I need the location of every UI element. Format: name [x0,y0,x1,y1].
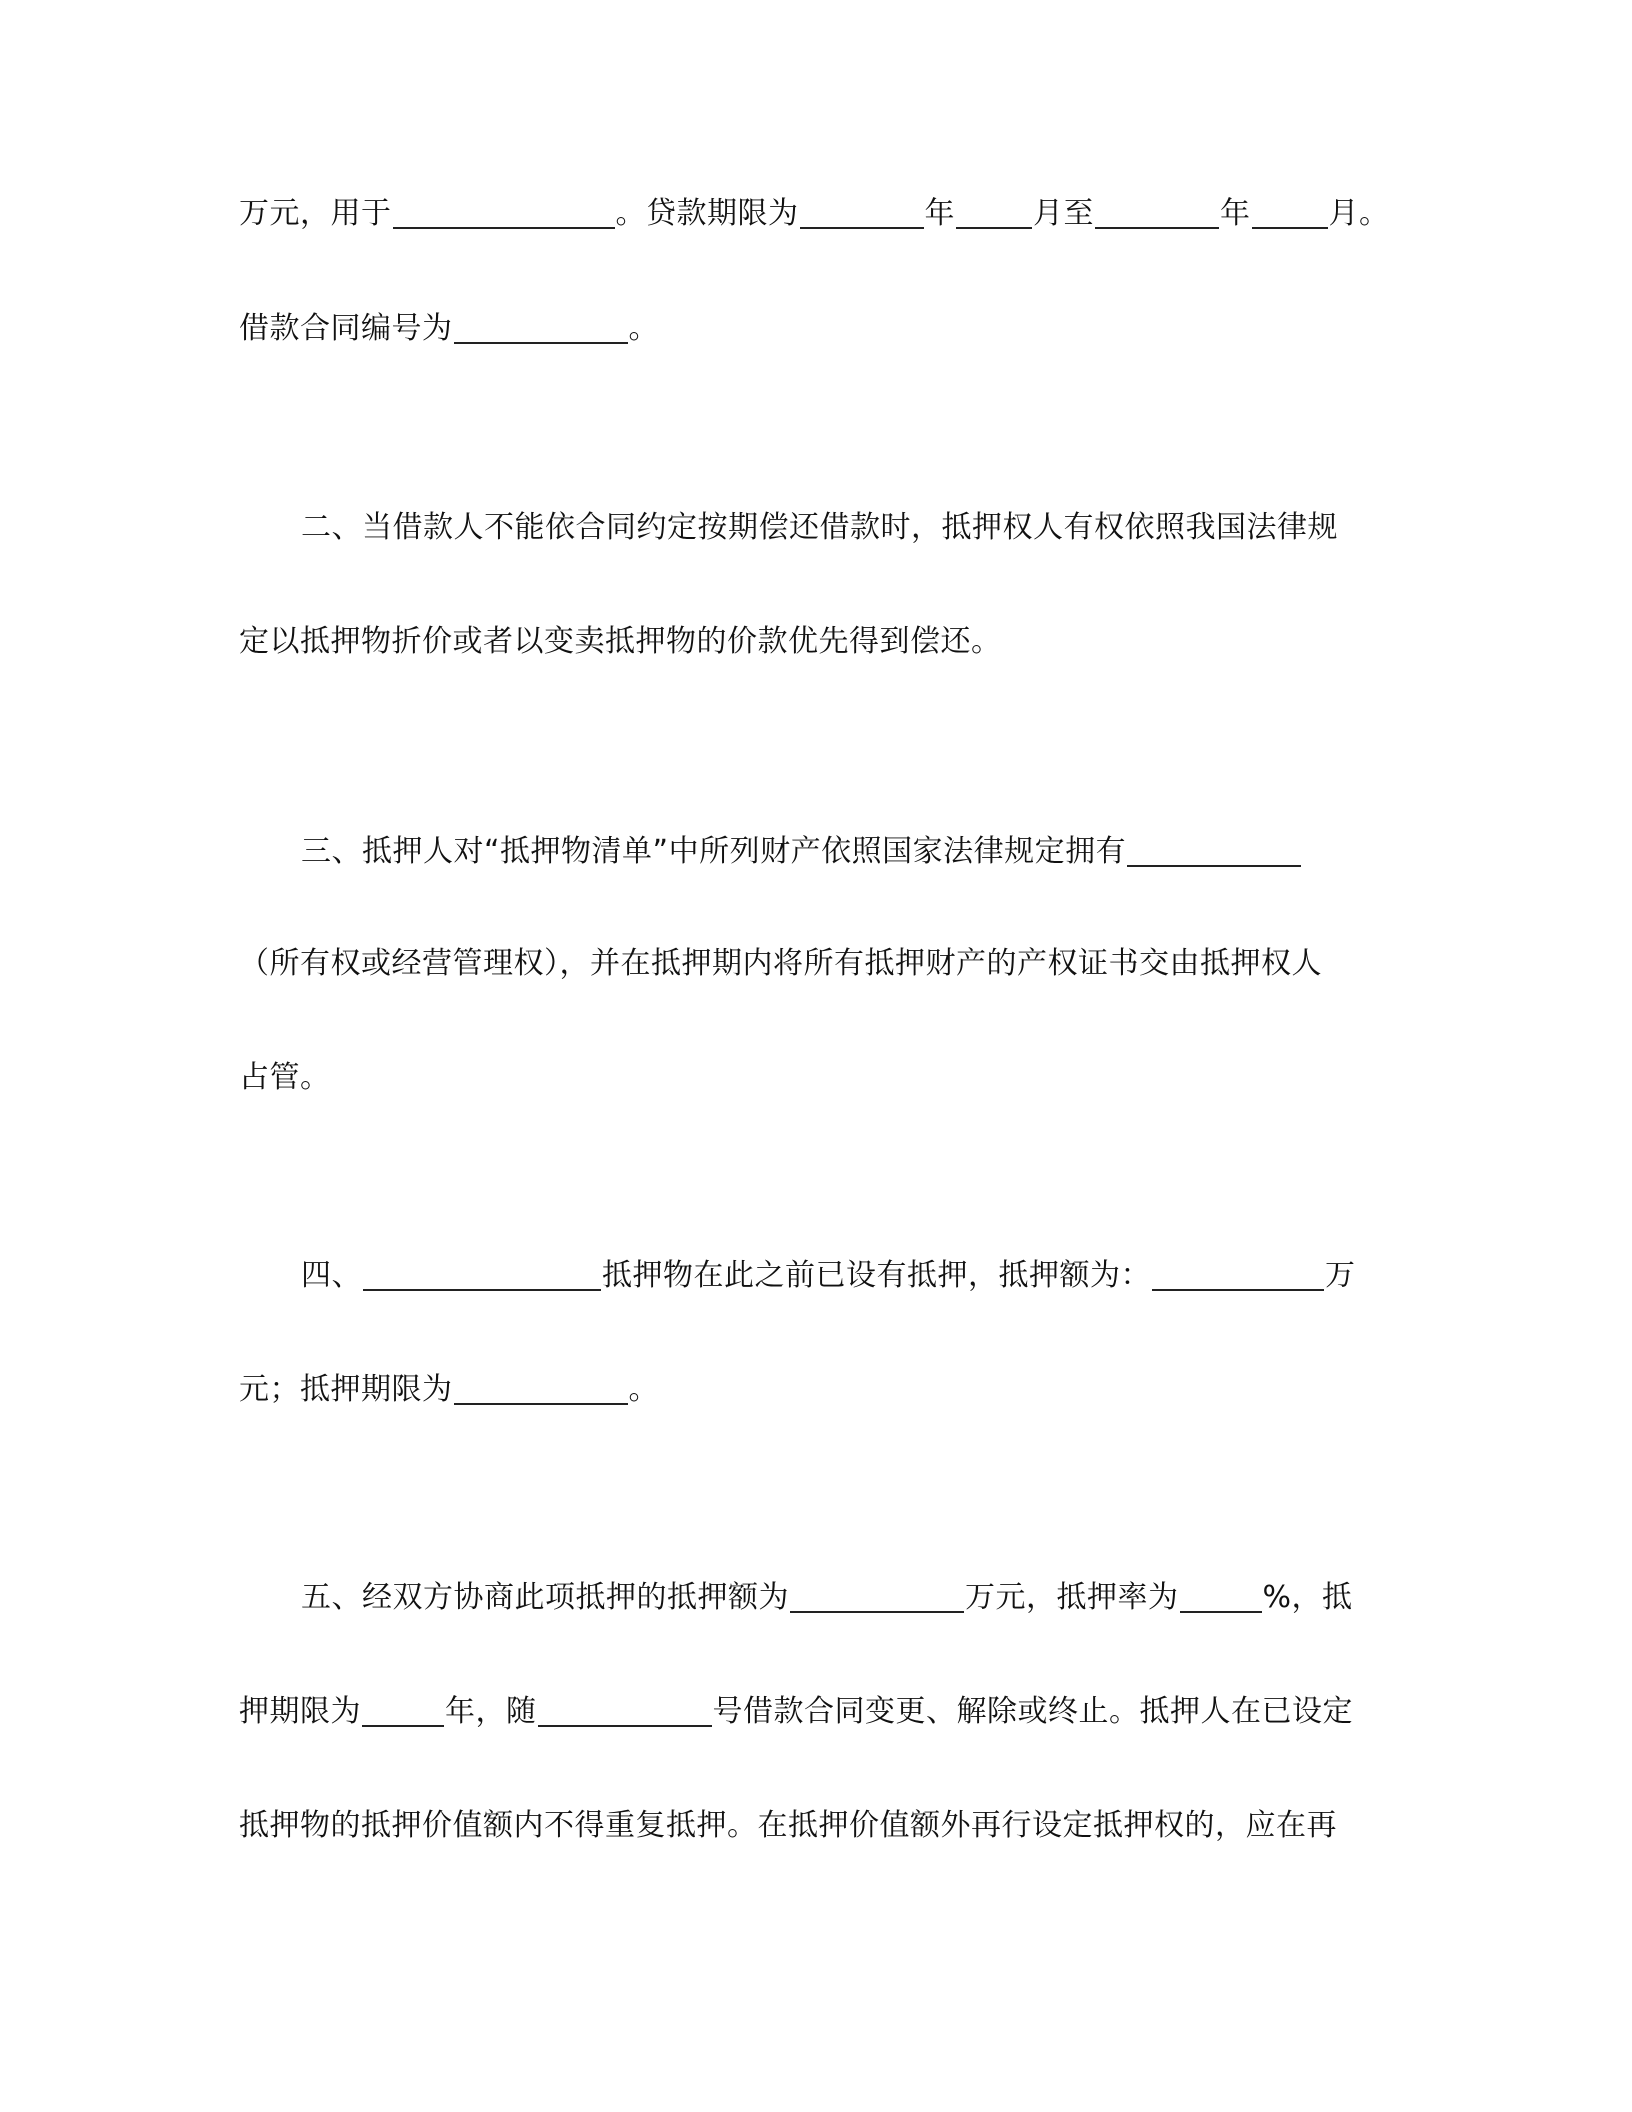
text-segment: %，抵 [1262,1580,1353,1615]
text-segment: （所有权或经营管理权），并在抵押期内将所有抵押财产的产权证书交由抵押权人 [239,946,1322,981]
fill-blank-ownership [1127,829,1301,867]
text-segment: 月。 [1328,196,1390,231]
clause3-line1 [301,826,1302,878]
text-segment: 占管。 [239,1060,331,1095]
text-segment: 万元，用于 [239,196,392,231]
text-segment: 四、 [301,1258,362,1293]
text-segment: 二、当借款人不能依合同约定按期偿还借款时，抵押权人有权依照我国法律规 [301,510,1338,545]
clause1-line1 [239,188,1390,240]
text-segment: 月至 [1033,196,1094,231]
fill-blank-prior-amount [1152,1253,1324,1291]
clause4-line1 [301,1250,1356,1302]
text-segment: 年 [924,196,955,231]
clause5-line2 [239,1686,1353,1738]
clause5-line1 [301,1572,1353,1624]
fill-blank-end-year [1095,191,1219,229]
text-segment: 。 [628,311,659,346]
fill-blank-mortgage-rate [1180,1575,1262,1613]
clause5-line3 [239,1800,1337,1852]
text-segment: 号借款合同变更、解除或终止。抵押人在已设定 [712,1694,1353,1729]
text-segment: 元；抵押期限为 [239,1372,453,1407]
fill-blank-contract-number [454,306,628,344]
fill-blank-collateral [363,1253,601,1291]
text-segment: 。 [628,1372,659,1407]
fill-blank-end-month [1252,191,1328,229]
text-segment: 万 [1325,1258,1356,1293]
fill-blank-mortgage-years [362,1689,444,1727]
text-segment: 万元，抵押率为 [965,1580,1179,1615]
text-segment: 抵押物在此之前已设有抵押，抵押额为： [602,1258,1151,1293]
clause2-line2 [239,616,1002,668]
text-segment: 年，随 [445,1694,537,1729]
clause3-line2 [239,938,1322,990]
fill-blank-prior-term [454,1367,628,1405]
text-segment: 押期限为 [239,1694,361,1729]
text-segment: 三、抵押人对“抵押物清单”中所列财产依照国家法律规定拥有 [301,834,1127,869]
fill-blank-start-month [956,191,1032,229]
text-segment: 定以抵押物折价或者以变卖抵押物的价款优先得到偿还。 [239,624,1002,659]
text-segment: 借款合同编号为 [239,311,453,346]
fill-blank-purpose [393,191,615,229]
text-segment: 抵押物的抵押价值额内不得重复抵押。在抵押价值额外再行设定抵押权的，应在再 [239,1808,1337,1843]
fill-blank-start-year [800,191,924,229]
text-segment: 年 [1220,196,1251,231]
text-segment: 五、经双方协商此项抵押的抵押额为 [301,1580,789,1615]
fill-blank-mortgage-amount [790,1575,964,1613]
clause1-line2 [239,303,659,355]
clause2-line1 [301,502,1338,554]
clause4-line2 [239,1364,659,1416]
text-segment: 。贷款期限为 [615,196,799,231]
fill-blank-loan-contract-number [538,1689,712,1727]
clause3-line3 [239,1052,331,1104]
